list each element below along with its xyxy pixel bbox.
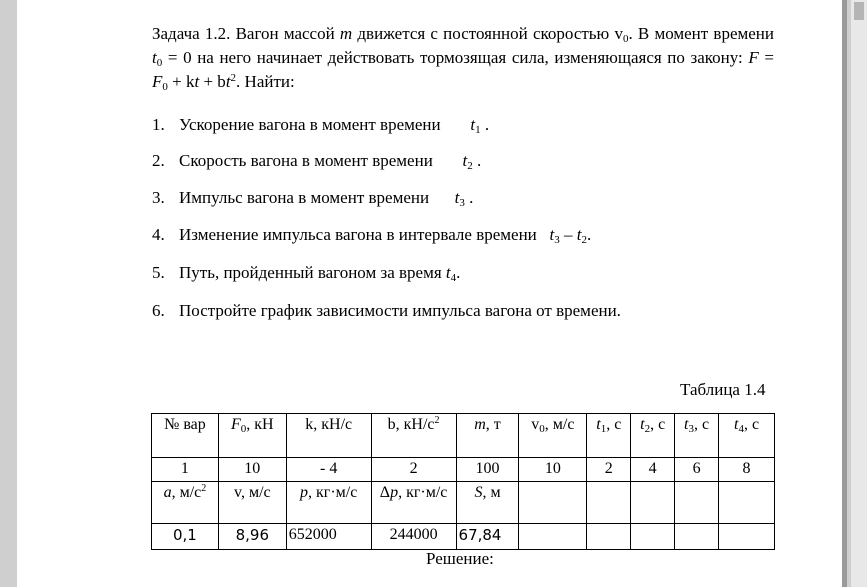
table-header-cell: $t_1$, с [587, 414, 631, 458]
table-header-cell: S, м [456, 482, 519, 524]
table-header-cell: $v_0$, м/с [519, 414, 587, 458]
table-header-cell: № вар [152, 414, 219, 458]
table-cell [587, 482, 631, 524]
table-row [152, 524, 775, 550]
table-cell [587, 524, 631, 550]
table-cell [631, 524, 675, 550]
scrollbar-thumb[interactable] [854, 2, 864, 20]
table-cell [631, 482, 675, 524]
table-cell [519, 482, 587, 524]
table-header-cell: v, м/с [218, 482, 286, 524]
table-header-cell: a, $м/с^2$ [152, 482, 219, 524]
table-cell: 4 [631, 458, 675, 482]
list-item: 2. Скорость вагона в момент времени $t_2$ . [152, 151, 482, 172]
data-table [151, 413, 775, 550]
table-header-cell: Δp, кг·м/с [371, 482, 456, 524]
page-shadow [842, 0, 847, 587]
table-cell: 244000 [371, 524, 456, 550]
solution-heading: Решение: [426, 549, 494, 568]
table-cell: 1 [152, 458, 219, 482]
list-item: 3. Импульс вагона в момент времени $t_3$ . [152, 188, 474, 209]
table-header-row [152, 482, 775, 524]
table-header-cell: p, кг·м/с [286, 482, 371, 524]
table-cell: - 4 [286, 458, 371, 482]
table-header-cell: m, т [456, 414, 519, 458]
table-cell: 2 [587, 458, 631, 482]
table-header-cell: $t_3$, с [675, 414, 719, 458]
table-header-cell: b, $кН/с^2$ [371, 414, 456, 458]
table-cell [719, 524, 775, 550]
list-item: 5. Путь, пройденный вагоном за время $t_4$. [152, 263, 461, 284]
table-cell: 2 [371, 458, 456, 482]
table-cell: 67,84 [456, 524, 519, 550]
vertical-scrollbar[interactable] [851, 0, 867, 587]
task-statement: Задача 1.2. Вагон массой m движется с постоянной скоростью $v_0$. В момент времени $t_0 = 0$ на него начинает действовать тормозящая сила, изменяющаяся по закону: $F = F_0$ + kt + $bt^2$. Найти: [152, 24, 775, 93]
table-cell [519, 524, 587, 550]
table-cell [719, 482, 775, 524]
table-cell [675, 482, 719, 524]
table-header-cell: $t_2$, с [631, 414, 675, 458]
table-cell: 8,96 [218, 524, 286, 550]
table-cell: 10 [218, 458, 286, 482]
table-cell: 100 [456, 458, 519, 482]
list-item: 6. Постройте график зависимости импульса вагона от времени. [152, 301, 621, 320]
table-header-cell: $t_4$, с [719, 414, 775, 458]
list-item: 1. Ускорение вагона в момент времени $t_1$ . [152, 115, 490, 136]
table-cell: 10 [519, 458, 587, 482]
table-header-cell: $F_0$, кН [218, 414, 286, 458]
table-header-cell: k, кН/с [286, 414, 371, 458]
table-header-row [152, 414, 775, 458]
table-cell [675, 524, 719, 550]
table-caption: Таблица 1.4 [680, 380, 766, 399]
table-cell: 652000 [286, 524, 371, 550]
table-row [152, 458, 775, 482]
list-item: 4. Изменение импульса вагона в интервале времени $t_3 - t_2$. [152, 225, 592, 246]
table-cell: 0,1 [152, 524, 219, 550]
table-cell: 6 [675, 458, 719, 482]
table-cell: 8 [719, 458, 775, 482]
